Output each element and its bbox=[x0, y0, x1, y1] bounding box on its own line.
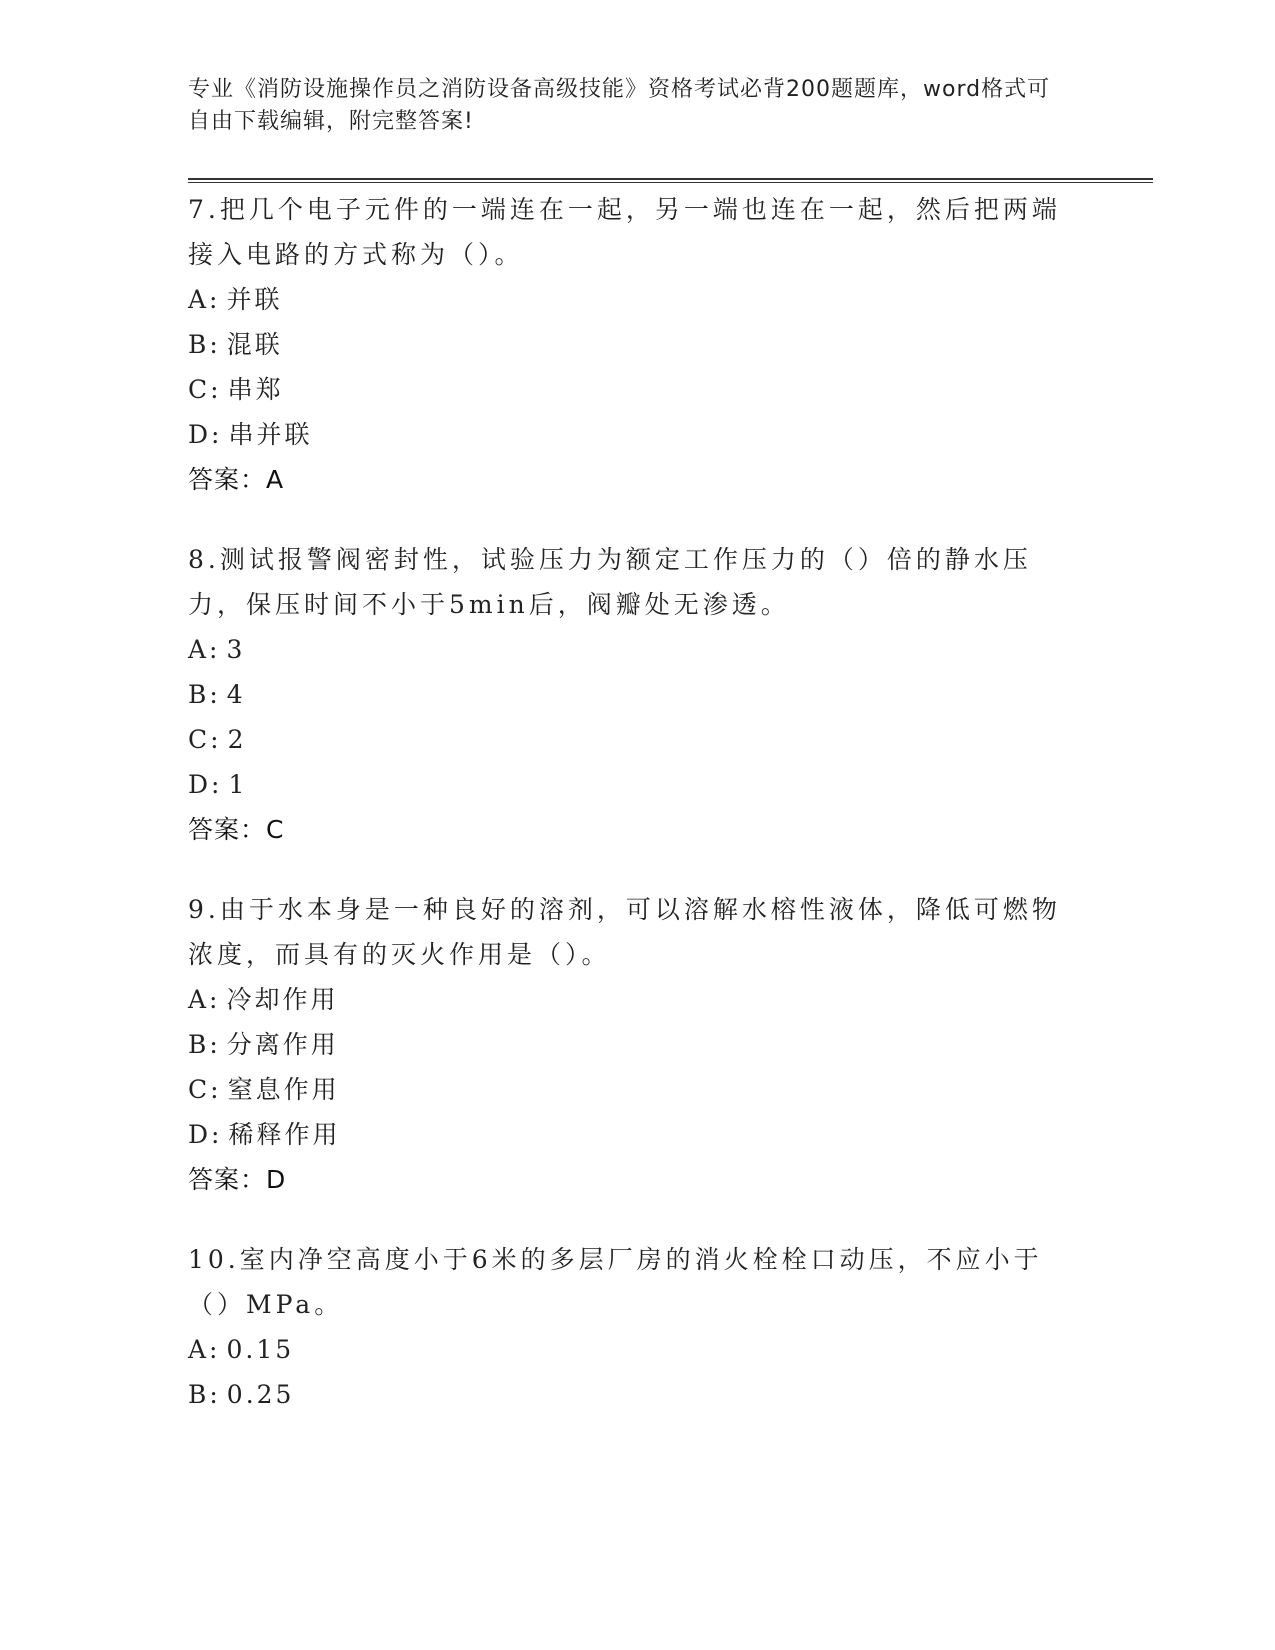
option-b bbox=[188, 322, 1068, 367]
question-stem: 10.室内净空高度小于6米的多层厂房的消火栓栓口动压，不应小于（）MPa。 bbox=[188, 1245, 1043, 1319]
option-letter: B: bbox=[188, 330, 221, 359]
question-8 bbox=[188, 537, 1068, 852]
option-text: 0.15 bbox=[226, 1335, 295, 1364]
option-letter: D: bbox=[188, 770, 223, 799]
option-a bbox=[188, 977, 1068, 1022]
option-letter: B: bbox=[188, 680, 221, 709]
option-d bbox=[188, 412, 1068, 457]
question-10 bbox=[188, 1237, 1068, 1417]
header-divider-thin bbox=[188, 182, 1153, 183]
option-b bbox=[188, 1022, 1068, 1067]
option-text: 稀释作用 bbox=[228, 1120, 341, 1149]
option-text: 分离作用 bbox=[226, 1030, 339, 1059]
option-text: 串郑 bbox=[227, 375, 284, 404]
option-letter: D: bbox=[188, 420, 223, 449]
option-text: 0.25 bbox=[226, 1380, 295, 1409]
option-text: 3 bbox=[226, 635, 246, 664]
question-stem: 7.把几个电子元件的一端连在一起，另一端也连在一起，然后把两端接入电路的方式称为（）。 bbox=[188, 195, 1061, 269]
answer-line: 答案：A bbox=[188, 465, 285, 494]
option-text: 窒息作用 bbox=[227, 1075, 340, 1104]
option-a bbox=[188, 1327, 1068, 1372]
option-letter: C: bbox=[188, 1075, 222, 1104]
header-divider-thick bbox=[188, 178, 1153, 180]
option-letter: D: bbox=[188, 1120, 223, 1149]
option-letter: A: bbox=[188, 285, 221, 314]
option-c bbox=[188, 367, 1068, 412]
option-b bbox=[188, 1372, 1068, 1417]
question-stem: 8.测试报警阀密封性，试验压力为额定工作压力的（）倍的静水压力，保压时间不小于5min后，阀瓣处无渗透。 bbox=[188, 545, 1032, 619]
option-letter: C: bbox=[188, 375, 222, 404]
answer-line: 答案：C bbox=[188, 815, 285, 844]
option-c bbox=[188, 1067, 1068, 1112]
document-header-title: 专业《消防设施操作员之消防设备高级技能》资格考试必背200题题库，word格式可自由下载编辑，附完整答案! bbox=[188, 77, 1051, 134]
option-c bbox=[188, 717, 1068, 762]
option-text: 并联 bbox=[226, 285, 283, 314]
option-b bbox=[188, 672, 1068, 717]
question-stem: 9.由于水本身是一种良好的溶剂，可以溶解水榕性液体，降低可燃物浓度，而具有的灭火作用是（）。 bbox=[188, 895, 1061, 969]
option-text: 串并联 bbox=[228, 420, 313, 449]
option-letter: A: bbox=[188, 635, 221, 664]
option-letter: B: bbox=[188, 1380, 221, 1409]
option-text: 1 bbox=[228, 770, 248, 799]
option-text: 混联 bbox=[226, 330, 283, 359]
option-text: 冷却作用 bbox=[226, 985, 339, 1014]
answer-line: 答案：D bbox=[188, 1165, 287, 1194]
option-a bbox=[188, 627, 1068, 672]
option-a bbox=[188, 277, 1068, 322]
question-7 bbox=[188, 187, 1068, 502]
option-letter: C: bbox=[188, 725, 222, 754]
option-letter: A: bbox=[188, 985, 221, 1014]
option-text: 4 bbox=[226, 680, 246, 709]
option-d bbox=[188, 1112, 1068, 1157]
option-text: 2 bbox=[227, 725, 247, 754]
option-letter: A: bbox=[188, 1335, 221, 1364]
option-d bbox=[188, 762, 1068, 807]
option-letter: B: bbox=[188, 1030, 221, 1059]
question-9 bbox=[188, 887, 1068, 1202]
